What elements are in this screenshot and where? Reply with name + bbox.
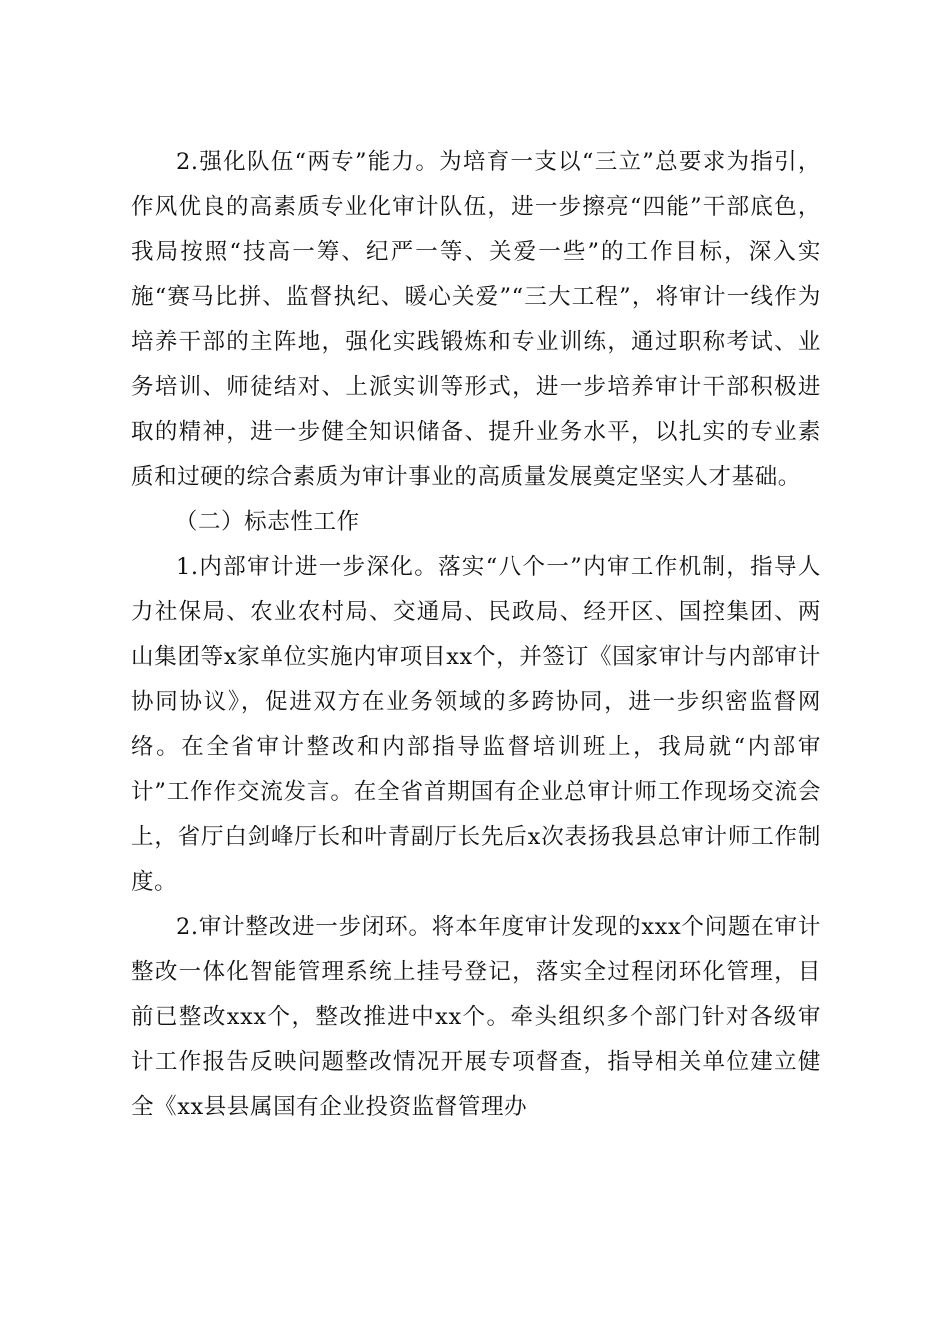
paragraph-internal-audit: 1.内部审计进一步深化。落实“八个一”内审工作机制，指导人力社保局、农业农村局、交通局、民政局、经开区、国控集团、两山集团等x家单位实施内审项目xx个，并签订《国家审计与内部审计协同协议》，促进双方在业务领域的多跨协同，进一步织密监督网络。在全省审计整改和内部指导监督培训班上，我局就“内部审计”工作作交流发言。在全省首期国有企业总审计师工作现场交流会上，省厅白剑峰厅长和叶青副厅长先后x次表扬我县总审计师工作制度。: [131, 554, 821, 895]
section-heading-landmark-work: （二）标志性工作: [174, 509, 360, 535]
document-body: [131, 140, 821, 1130]
paragraph-audit-rectification: 2.审计整改进一步闭环。将本年度审计发现的xxx个问题在审计整改一体化智能管理系统上挂号登记，落实全过程闭环化管理，目前已整改xxx个，整改推进中xx个。牵头组织多个部门针对各级审计工作报告反映问题整改情况开展专项督查，指导相关单位建立健全《xx县县属国有企业投资监督管理办: [131, 914, 821, 1120]
paragraph-team-capability: 2.强化队伍“两专”能力。为培育一支以“三立”总要求为指引，作风优良的高素质专业化审计队伍，进一步擦亮“四能”干部底色，我局按照“技高一筹、纪严一等、关爱一些”的工作目标，深入实施“赛马比拼、监督执纪、暖心关爱”“三大工程”，将审计一线作为培养干部的主阵地，强化实践锻炼和专业训练，通过职称考试、业务培训、师徒结对、上派实训等形式，进一步培养审计干部积极进取的精神，进一步健全知识储备、提升业务水平，以扎实的专业素质和过硬的综合素质为审计事业的高质量发展奠定坚实人才基础。: [131, 149, 821, 490]
